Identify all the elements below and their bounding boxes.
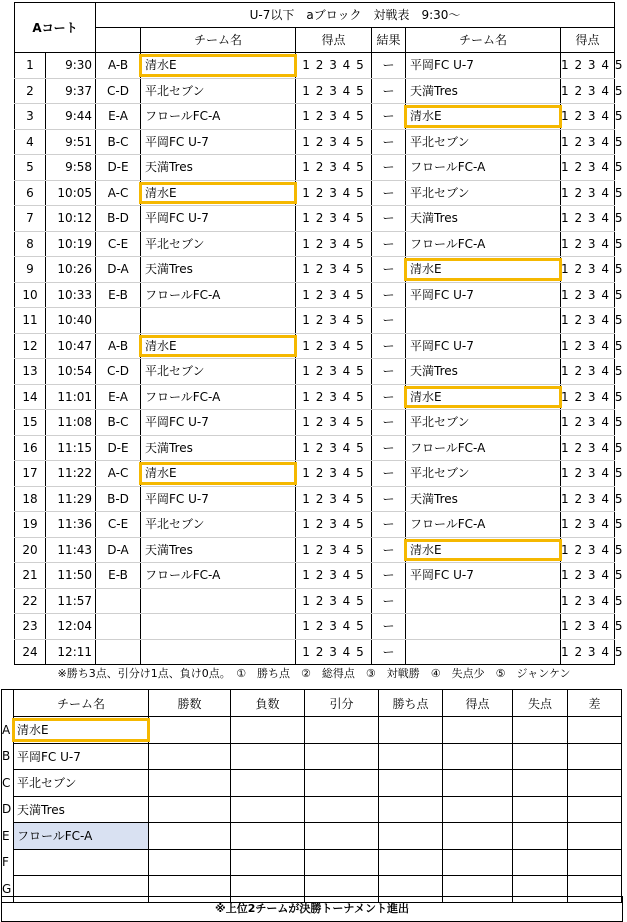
match-no: 23 xyxy=(15,614,46,640)
result-dash: ー xyxy=(372,231,406,257)
match-time: 10:05 xyxy=(46,180,96,206)
home-team: 清水E xyxy=(141,333,296,359)
standings-header: 勝ち点 xyxy=(379,690,443,717)
home-score: 1 2 3 4 5 xyxy=(296,537,372,563)
home-team: 平北セブン xyxy=(141,78,296,104)
standings-cell xyxy=(513,717,568,744)
result-dash: ー xyxy=(372,639,406,665)
result-dash: ー xyxy=(372,206,406,232)
match-pair: A-B xyxy=(96,53,141,79)
match-no: 15 xyxy=(15,410,46,436)
home-score: 1 2 3 4 5 xyxy=(296,257,372,283)
match-row xyxy=(15,180,615,206)
home-score: 1 2 3 4 5 xyxy=(296,435,372,461)
home-score: 1 2 3 4 5 xyxy=(296,155,372,181)
home-score: 1 2 3 4 5 xyxy=(296,231,372,257)
match-pair xyxy=(96,308,141,334)
match-pair: C-E xyxy=(96,512,141,538)
home-team: 天満Tres xyxy=(141,155,296,181)
match-no: 19 xyxy=(15,512,46,538)
standings-cell xyxy=(379,796,443,823)
result-dash: ー xyxy=(372,78,406,104)
match-pair: E-B xyxy=(96,563,141,589)
away-score: 1 2 3 4 5 xyxy=(561,384,615,410)
standings-cell xyxy=(568,717,622,744)
away-team: 清水E xyxy=(406,537,561,563)
match-no: 5 xyxy=(15,155,46,181)
match-no: 3 xyxy=(15,104,46,130)
match-no: 24 xyxy=(15,639,46,665)
match-row xyxy=(15,129,615,155)
match-time: 10:26 xyxy=(46,257,96,283)
match-row xyxy=(15,537,615,563)
standings-cell xyxy=(231,796,305,823)
home-team: 清水E xyxy=(141,53,296,79)
match-no: 7 xyxy=(15,206,46,232)
match-time: 10:54 xyxy=(46,359,96,385)
away-team: 天満Tres xyxy=(406,486,561,512)
match-row xyxy=(15,512,615,538)
result-dash: ー xyxy=(372,486,406,512)
standings-cell xyxy=(149,717,231,744)
home-team: 天満Tres xyxy=(141,537,296,563)
match-no: 10 xyxy=(15,282,46,308)
match-no: 14 xyxy=(15,384,46,410)
standings-header: チーム名 xyxy=(14,690,149,717)
result-dash: ー xyxy=(372,410,406,436)
match-row xyxy=(15,486,615,512)
match-pair: D-A xyxy=(96,257,141,283)
header-team: チーム名 xyxy=(141,28,296,53)
standings-cell xyxy=(305,717,379,744)
match-pair: D-A xyxy=(96,537,141,563)
home-team: 平岡FC U-7 xyxy=(141,206,296,232)
row-letter: F xyxy=(2,855,9,870)
standings-cell xyxy=(231,823,305,850)
home-score: 1 2 3 4 5 xyxy=(296,588,372,614)
standings-header: 引分 xyxy=(305,690,379,717)
away-score: 1 2 3 4 5 xyxy=(561,308,615,334)
home-score: 1 2 3 4 5 xyxy=(296,282,372,308)
home-team: フロールFC-A xyxy=(141,563,296,589)
match-row xyxy=(15,461,615,487)
standings-cell xyxy=(305,743,379,770)
standings-header: 得点 xyxy=(443,690,513,717)
home-team xyxy=(141,614,296,640)
away-score: 1 2 3 4 5 xyxy=(561,78,615,104)
header-result: 結果 xyxy=(372,28,406,53)
away-score: 1 2 3 4 5 xyxy=(561,359,615,385)
away-team: 平北セブン xyxy=(406,410,561,436)
match-time: 11:29 xyxy=(46,486,96,512)
standings-cell xyxy=(379,770,443,797)
match-time: 10:19 xyxy=(46,231,96,257)
match-pair: E-A xyxy=(96,384,141,410)
standings-row xyxy=(2,849,622,876)
match-pair: E-A xyxy=(96,104,141,130)
home-score: 1 2 3 4 5 xyxy=(296,206,372,232)
home-score: 1 2 3 4 5 xyxy=(296,129,372,155)
match-no: 13 xyxy=(15,359,46,385)
header-score: 得点 xyxy=(296,28,372,53)
result-dash: ー xyxy=(372,461,406,487)
standings-cell xyxy=(305,849,379,876)
away-score: 1 2 3 4 5 xyxy=(561,257,615,283)
result-dash: ー xyxy=(372,282,406,308)
standings-cell xyxy=(149,796,231,823)
match-row xyxy=(15,78,615,104)
away-team xyxy=(406,639,561,665)
match-pair: B-D xyxy=(96,206,141,232)
row-letter: G xyxy=(2,881,12,896)
standings-cell xyxy=(231,849,305,876)
away-team: フロールFC-A xyxy=(406,155,561,181)
match-pair xyxy=(96,639,141,665)
match-row xyxy=(15,639,615,665)
away-team: フロールFC-A xyxy=(406,435,561,461)
home-team: フロールFC-A xyxy=(141,104,296,130)
away-team: フロールFC-A xyxy=(406,512,561,538)
match-time: 9:37 xyxy=(46,78,96,104)
standings-cell xyxy=(513,796,568,823)
home-score: 1 2 3 4 5 xyxy=(296,461,372,487)
match-row xyxy=(15,53,615,79)
match-pair: E-B xyxy=(96,282,141,308)
result-dash: ー xyxy=(372,563,406,589)
result-dash: ー xyxy=(372,614,406,640)
home-team: 平岡FC U-7 xyxy=(141,410,296,436)
standings-cell xyxy=(568,849,622,876)
advance-note: ※上位2チームが決勝トーナメント進出 xyxy=(1,896,623,922)
match-no: 1 xyxy=(15,53,46,79)
match-row xyxy=(15,104,615,130)
standings-team: 天満Tres xyxy=(14,796,149,823)
standings-cell xyxy=(568,743,622,770)
match-pair: D-E xyxy=(96,155,141,181)
points-note: ※勝ち3点、引分け1点、負け0点。 ① 勝ち点 ② 総得点 ③ 対戦勝 ④ 失点少 ⑤ ジャンケン xyxy=(57,667,571,680)
away-team xyxy=(406,614,561,640)
standings-row xyxy=(2,717,622,744)
match-row xyxy=(15,614,615,640)
standings-team: 平岡FC U-7 xyxy=(14,743,149,770)
result-dash: ー xyxy=(372,588,406,614)
result-dash: ー xyxy=(372,359,406,385)
match-time: 11:43 xyxy=(46,537,96,563)
away-team: 天満Tres xyxy=(406,78,561,104)
row-letter: A xyxy=(2,722,11,737)
standings-cell xyxy=(568,823,622,850)
standings-cell xyxy=(568,770,622,797)
standings-cell xyxy=(379,743,443,770)
away-team: 平岡FC U-7 xyxy=(406,333,561,359)
home-score: 1 2 3 4 5 xyxy=(296,512,372,538)
away-score: 1 2 3 4 5 xyxy=(561,512,615,538)
match-pair: A-C xyxy=(96,180,141,206)
home-team: 清水E xyxy=(141,180,296,206)
standings-cell xyxy=(149,743,231,770)
match-time: 11:50 xyxy=(46,563,96,589)
standings-cell xyxy=(443,770,513,797)
match-time: 9:51 xyxy=(46,129,96,155)
result-dash: ー xyxy=(372,53,406,79)
standings-cell xyxy=(568,796,622,823)
home-team: フロールFC-A xyxy=(141,282,296,308)
home-team: 天満Tres xyxy=(141,257,296,283)
standings-cell xyxy=(513,743,568,770)
match-row xyxy=(15,563,615,589)
match-no: 4 xyxy=(15,129,46,155)
match-no: 2 xyxy=(15,78,46,104)
away-score: 1 2 3 4 5 xyxy=(561,155,615,181)
match-no: 22 xyxy=(15,588,46,614)
home-team: フロールFC-A xyxy=(141,384,296,410)
header-score2: 得点 xyxy=(561,28,615,53)
standings-cell xyxy=(231,743,305,770)
away-team: 清水E xyxy=(406,104,561,130)
home-score: 1 2 3 4 5 xyxy=(296,359,372,385)
home-team xyxy=(141,639,296,665)
match-row xyxy=(15,588,615,614)
result-dash: ー xyxy=(372,257,406,283)
result-dash: ー xyxy=(372,155,406,181)
away-team: フロールFC-A xyxy=(406,231,561,257)
match-row xyxy=(15,384,615,410)
away-score: 1 2 3 4 5 xyxy=(561,614,615,640)
standings-cell xyxy=(443,796,513,823)
court-label: Aコート xyxy=(15,3,96,53)
standings-header: 負数 xyxy=(231,690,305,717)
match-row xyxy=(15,410,615,436)
header-team2: チーム名 xyxy=(406,28,561,53)
match-no: 6 xyxy=(15,180,46,206)
match-time: 11:22 xyxy=(46,461,96,487)
standings-team: フロールFC-A xyxy=(14,823,149,850)
match-no: 21 xyxy=(15,563,46,589)
match-pair xyxy=(96,588,141,614)
away-team: 清水E xyxy=(406,384,561,410)
standings-cell xyxy=(305,770,379,797)
home-team xyxy=(141,588,296,614)
away-score: 1 2 3 4 5 xyxy=(561,282,615,308)
match-pair: D-E xyxy=(96,435,141,461)
match-row xyxy=(15,155,615,181)
schedule-table xyxy=(14,2,624,665)
away-team: 平岡FC U-7 xyxy=(406,563,561,589)
row-letter: E xyxy=(2,828,10,843)
standings-team: 清水E xyxy=(14,717,149,744)
away-score: 1 2 3 4 5 xyxy=(561,563,615,589)
standings-cell xyxy=(379,823,443,850)
standings-header: 勝数 xyxy=(149,690,231,717)
match-row xyxy=(15,231,615,257)
match-row xyxy=(15,359,615,385)
match-time: 12:04 xyxy=(46,614,96,640)
away-team: 平岡FC U-7 xyxy=(406,282,561,308)
result-dash: ー xyxy=(372,512,406,538)
match-pair: C-E xyxy=(96,231,141,257)
home-score: 1 2 3 4 5 xyxy=(296,563,372,589)
result-dash: ー xyxy=(372,180,406,206)
home-score: 1 2 3 4 5 xyxy=(296,639,372,665)
match-time: 11:01 xyxy=(46,384,96,410)
home-score: 1 2 3 4 5 xyxy=(296,78,372,104)
away-score: 1 2 3 4 5 xyxy=(561,180,615,206)
away-team: 平北セブン xyxy=(406,180,561,206)
match-no: 16 xyxy=(15,435,46,461)
row-letter: D xyxy=(2,802,12,817)
home-team: 平北セブン xyxy=(141,231,296,257)
home-team: 平岡FC U-7 xyxy=(141,129,296,155)
match-time: 9:44 xyxy=(46,104,96,130)
standings-cell xyxy=(443,743,513,770)
standings-cell xyxy=(513,770,568,797)
home-score: 1 2 3 4 5 xyxy=(296,333,372,359)
home-team: 平北セブン xyxy=(141,359,296,385)
standings-team: 平北セブン xyxy=(14,770,149,797)
standings-row xyxy=(2,823,622,850)
away-team xyxy=(406,308,561,334)
home-score: 1 2 3 4 5 xyxy=(296,104,372,130)
result-dash: ー xyxy=(372,129,406,155)
standings-table xyxy=(1,689,622,903)
standings-cell xyxy=(231,770,305,797)
away-score: 1 2 3 4 5 xyxy=(561,129,615,155)
match-row xyxy=(15,257,615,283)
match-pair: B-C xyxy=(96,129,141,155)
standings-cell xyxy=(513,823,568,850)
match-pair xyxy=(96,614,141,640)
result-dash: ー xyxy=(372,537,406,563)
away-team: 平岡FC U-7 xyxy=(406,53,561,79)
standings-cell xyxy=(149,823,231,850)
match-pair: A-B xyxy=(96,333,141,359)
standings-cell xyxy=(443,717,513,744)
match-no: 8 xyxy=(15,231,46,257)
standings-cell xyxy=(305,823,379,850)
home-team: 清水E xyxy=(141,461,296,487)
home-score: 1 2 3 4 5 xyxy=(296,410,372,436)
away-score: 1 2 3 4 5 xyxy=(561,104,615,130)
match-time: 9:58 xyxy=(46,155,96,181)
standings-cell xyxy=(443,849,513,876)
away-score: 1 2 3 4 5 xyxy=(561,333,615,359)
match-pair: C-D xyxy=(96,359,141,385)
match-row xyxy=(15,282,615,308)
match-row xyxy=(15,308,615,334)
away-team: 天満Tres xyxy=(406,206,561,232)
away-score: 1 2 3 4 5 xyxy=(561,231,615,257)
home-score: 1 2 3 4 5 xyxy=(296,486,372,512)
row-letter: B xyxy=(2,749,11,764)
standings-cell xyxy=(149,849,231,876)
match-pair: B-C xyxy=(96,410,141,436)
standings-cell xyxy=(231,717,305,744)
home-team: 天満Tres xyxy=(141,435,296,461)
away-score: 1 2 3 4 5 xyxy=(561,461,615,487)
away-score: 1 2 3 4 5 xyxy=(561,639,615,665)
away-score: 1 2 3 4 5 xyxy=(561,410,615,436)
schedule-title: U-7以下 aブロック 対戦表 9:30〜 xyxy=(96,3,615,28)
home-team xyxy=(141,308,296,334)
match-time: 10:47 xyxy=(46,333,96,359)
away-score: 1 2 3 4 5 xyxy=(561,53,615,79)
match-row xyxy=(15,435,615,461)
away-score: 1 2 3 4 5 xyxy=(561,486,615,512)
away-team: 清水E xyxy=(406,257,561,283)
match-no: 9 xyxy=(15,257,46,283)
standings-cell xyxy=(513,849,568,876)
match-time: 10:33 xyxy=(46,282,96,308)
result-dash: ー xyxy=(372,333,406,359)
result-dash: ー xyxy=(372,435,406,461)
match-time: 11:15 xyxy=(46,435,96,461)
match-pair: A-C xyxy=(96,461,141,487)
result-dash: ー xyxy=(372,384,406,410)
standings-cell xyxy=(305,796,379,823)
match-pair: B-D xyxy=(96,486,141,512)
result-dash: ー xyxy=(372,104,406,130)
match-no: 20 xyxy=(15,537,46,563)
row-letter: C xyxy=(2,775,11,790)
match-no: 11 xyxy=(15,308,46,334)
away-score: 1 2 3 4 5 xyxy=(561,206,615,232)
match-no: 17 xyxy=(15,461,46,487)
away-team: 平北セブン xyxy=(406,461,561,487)
away-score: 1 2 3 4 5 xyxy=(561,537,615,563)
away-team xyxy=(406,588,561,614)
standings-header: 差 xyxy=(568,690,622,717)
match-time: 10:12 xyxy=(46,206,96,232)
home-team: 平北セブン xyxy=(141,512,296,538)
standings-row xyxy=(2,796,622,823)
match-pair: C-D xyxy=(96,78,141,104)
result-dash: ー xyxy=(372,308,406,334)
standings-cell xyxy=(379,717,443,744)
standings-header: 失点 xyxy=(513,690,568,717)
match-time: 11:08 xyxy=(46,410,96,436)
home-score: 1 2 3 4 5 xyxy=(296,180,372,206)
match-row xyxy=(15,206,615,232)
standings-team xyxy=(14,849,149,876)
home-score: 1 2 3 4 5 xyxy=(296,614,372,640)
match-time: 9:30 xyxy=(46,53,96,79)
standings-row xyxy=(2,770,622,797)
away-team: 平北セブン xyxy=(406,129,561,155)
away-score: 1 2 3 4 5 xyxy=(561,588,615,614)
match-time: 12:11 xyxy=(46,639,96,665)
away-team: 天満Tres xyxy=(406,359,561,385)
away-score: 1 2 3 4 5 xyxy=(561,435,615,461)
match-time: 11:36 xyxy=(46,512,96,538)
match-no: 18 xyxy=(15,486,46,512)
match-row xyxy=(15,333,615,359)
standings-cell xyxy=(149,770,231,797)
standings-row xyxy=(2,743,622,770)
standings-cell xyxy=(443,823,513,850)
standings-cell xyxy=(379,849,443,876)
match-time: 11:57 xyxy=(46,588,96,614)
match-time: 10:40 xyxy=(46,308,96,334)
match-no: 12 xyxy=(15,333,46,359)
home-score: 1 2 3 4 5 xyxy=(296,384,372,410)
home-team: 平岡FC U-7 xyxy=(141,486,296,512)
home-score: 1 2 3 4 5 xyxy=(296,53,372,79)
home-score: 1 2 3 4 5 xyxy=(296,308,372,334)
